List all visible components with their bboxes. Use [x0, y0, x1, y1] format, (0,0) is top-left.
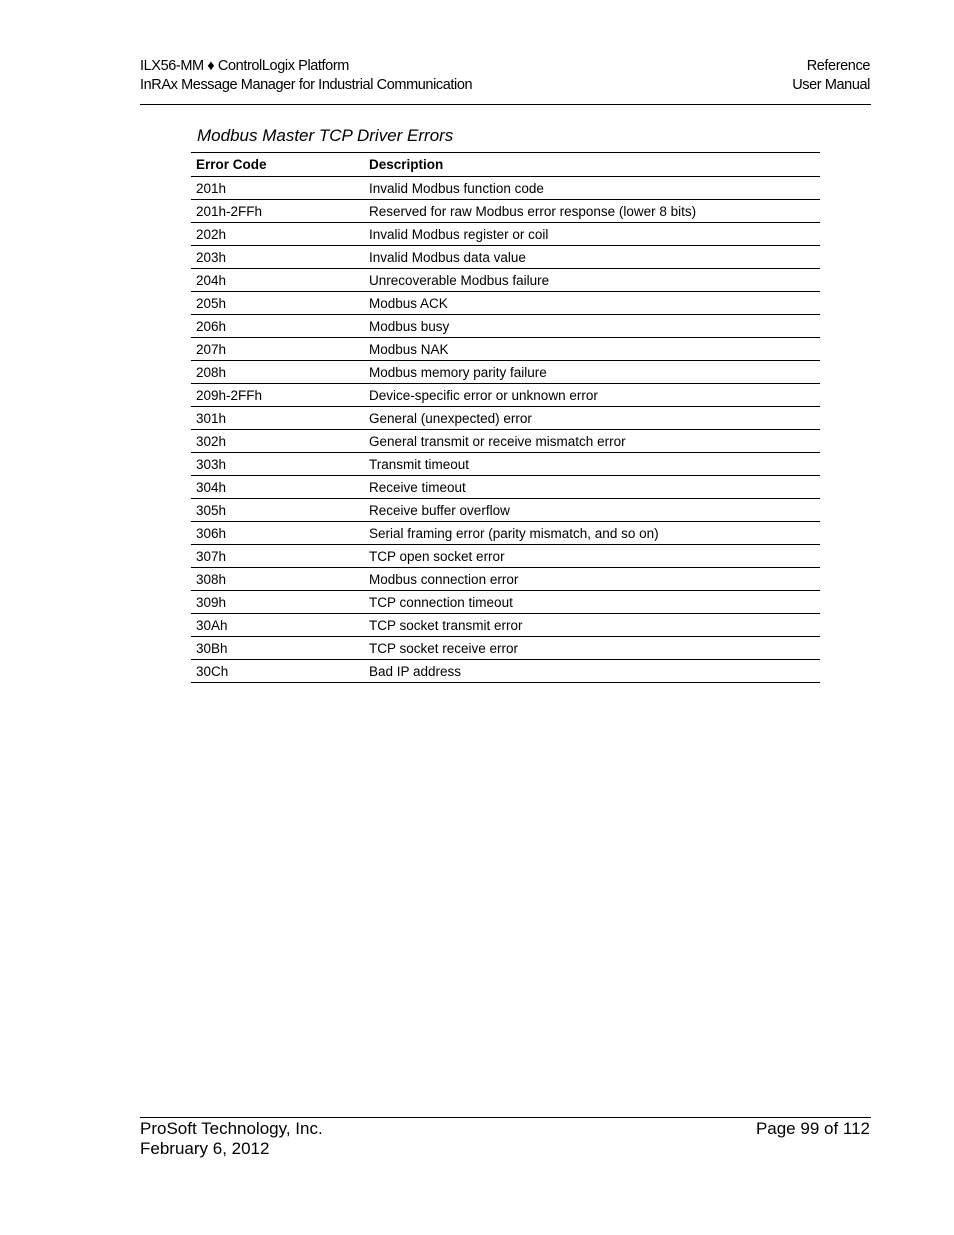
- table-row: [191, 177, 820, 200]
- column-header-error-code: Error Code: [191, 153, 364, 177]
- error-code-cell: 306h: [191, 522, 364, 545]
- error-code-cell: 303h: [191, 453, 364, 476]
- description-cell: Receive timeout: [364, 476, 820, 499]
- description-cell: Unrecoverable Modbus failure: [364, 269, 820, 292]
- table-row: [191, 476, 820, 499]
- error-code-cell: 204h: [191, 269, 364, 292]
- error-code-cell: 202h: [191, 223, 364, 246]
- table-row: [191, 430, 820, 453]
- error-code-cell: 30Ah: [191, 614, 364, 637]
- footer-company: ProSoft Technology, Inc.: [140, 1119, 323, 1138]
- header-product-title: ILX56-MM ♦ ControlLogix Platform: [140, 58, 349, 74]
- description-cell: Reserved for raw Modbus error response (lower 8 bits): [364, 200, 820, 223]
- table-body: [191, 177, 820, 683]
- description-cell: Modbus ACK: [364, 292, 820, 315]
- error-code-cell: 203h: [191, 246, 364, 269]
- header-divider: [140, 104, 871, 105]
- error-code-table: [191, 152, 820, 683]
- table-row: [191, 384, 820, 407]
- footer-date: February 6, 2012: [140, 1138, 270, 1158]
- error-code-cell: 201h: [191, 177, 364, 200]
- table-row: [191, 545, 820, 568]
- column-header-description: Description: [364, 153, 820, 177]
- description-cell: TCP socket transmit error: [364, 614, 820, 637]
- table-row: [191, 315, 820, 338]
- error-code-cell: 30Ch: [191, 660, 364, 683]
- description-cell: Transmit timeout: [364, 453, 820, 476]
- table-row: [191, 200, 820, 223]
- table-row: [191, 637, 820, 660]
- table-row: [191, 614, 820, 637]
- description-cell: Receive buffer overflow: [364, 499, 820, 522]
- table-row: [191, 499, 820, 522]
- description-cell: TCP open socket error: [364, 545, 820, 568]
- table-row: [191, 361, 820, 384]
- table-row: [191, 292, 820, 315]
- error-code-cell: 308h: [191, 568, 364, 591]
- table-row: [191, 338, 820, 361]
- table-row: [191, 660, 820, 683]
- table-row: [191, 246, 820, 269]
- header-product-subtitle: InRAx Message Manager for Industrial Communication: [140, 77, 473, 93]
- header-document-type: User Manual: [792, 77, 870, 93]
- error-code-cell: 209h-2FFh: [191, 384, 364, 407]
- description-cell: TCP socket receive error: [364, 637, 820, 660]
- description-cell: Modbus connection error: [364, 568, 820, 591]
- footer-page-number: Page 99 of 112: [755, 1119, 870, 1138]
- description-cell: Invalid Modbus data value: [364, 246, 820, 269]
- error-code-cell: 205h: [191, 292, 364, 315]
- description-cell: TCP connection timeout: [364, 591, 820, 614]
- page-header: [140, 57, 870, 95]
- error-code-cell: 309h: [191, 591, 364, 614]
- description-cell: Modbus memory parity failure: [364, 361, 820, 384]
- error-code-cell: 208h: [191, 361, 364, 384]
- table-row: [191, 407, 820, 430]
- description-cell: Modbus NAK: [364, 338, 820, 361]
- section-title: Modbus Master TCP Driver Errors: [197, 126, 454, 145]
- error-code-cell: 30Bh: [191, 637, 364, 660]
- page-footer: [140, 1119, 870, 1158]
- description-cell: General (unexpected) error: [364, 407, 820, 430]
- footer-divider: [140, 1117, 871, 1118]
- table-row: [191, 591, 820, 614]
- description-cell: Serial framing error (parity mismatch, and so on): [364, 522, 820, 545]
- table-row: [191, 522, 820, 545]
- table-row: [191, 453, 820, 476]
- description-cell: Bad IP address: [364, 660, 820, 683]
- error-code-cell: 201h-2FFh: [191, 200, 364, 223]
- table-header-row: [191, 153, 820, 177]
- error-code-cell: 307h: [191, 545, 364, 568]
- header-section-label: Reference: [806, 58, 870, 74]
- table-row: [191, 223, 820, 246]
- error-code-cell: 206h: [191, 315, 364, 338]
- description-cell: Modbus busy: [364, 315, 820, 338]
- description-cell: Invalid Modbus function code: [364, 177, 820, 200]
- error-code-cell: 302h: [191, 430, 364, 453]
- description-cell: Invalid Modbus register or coil: [364, 223, 820, 246]
- error-code-cell: 301h: [191, 407, 364, 430]
- error-code-cell: 207h: [191, 338, 364, 361]
- table-row: [191, 568, 820, 591]
- error-code-cell: 305h: [191, 499, 364, 522]
- error-code-cell: 304h: [191, 476, 364, 499]
- description-cell: General transmit or receive mismatch error: [364, 430, 820, 453]
- table-row: [191, 269, 820, 292]
- description-cell: Device-specific error or unknown error: [364, 384, 820, 407]
